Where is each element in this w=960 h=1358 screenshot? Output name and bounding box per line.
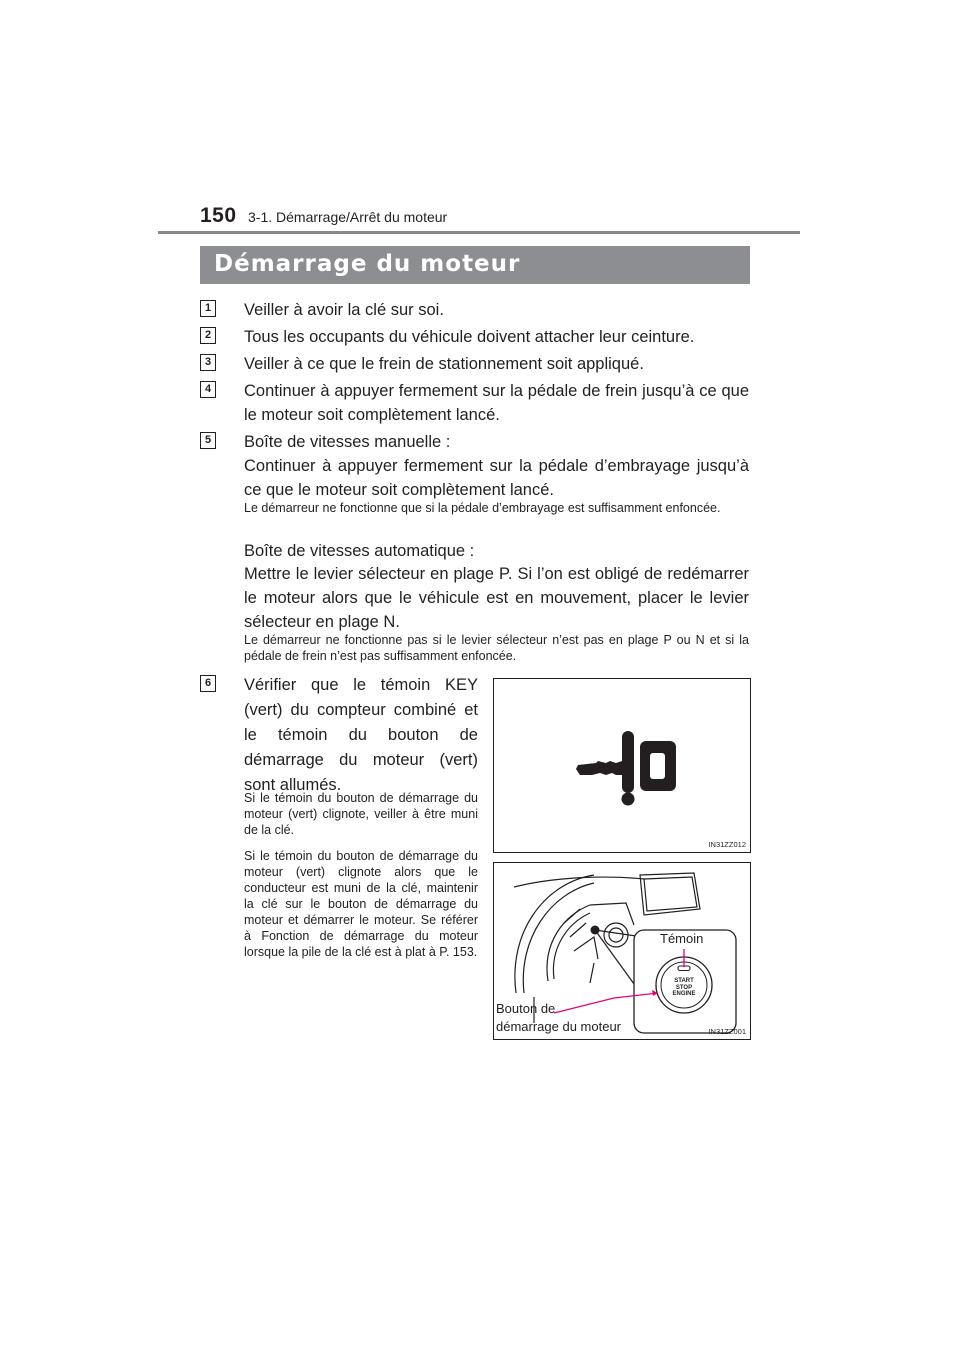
start-stop-button <box>661 978 707 998</box>
automatic-text: Mettre le levier sélecteur en plage P. Si l’on est obligé de redémarrer le moteur alors que le véhicule est en mouvement, placer le levier sélecteur en plage N. <box>244 565 749 631</box>
step-number-1: 1 <box>200 300 216 317</box>
indicator-label: Témoin <box>660 931 704 946</box>
manual-note: Le démarreur ne fonctionne que si la pédale d’embrayage est suffisamment enfoncée. <box>244 501 721 515</box>
section-breadcrumb: 3-1. Démarrage/Arrêt du moteur <box>248 209 448 225</box>
step-3-text: Veiller à ce que le frein de stationnement soit appliqué. <box>244 355 644 373</box>
flashing-note-2: Si le témoin du bouton de démarrage du moteur (vert) clignote alors que le conducteur est muni de la clé, maintenir la clé sur le bouton de démarrage du moteur et démarrer le moteur. Se référer à Fonction de démarrage du moteur lorsque la pile de la clé est à plat à P. 153. <box>244 849 478 959</box>
step-number-4: 4 <box>200 381 216 398</box>
header-divider <box>158 231 800 234</box>
step-5-heading: Boîte de vitesses manuelle : <box>244 433 451 451</box>
step-4-text: Continuer à appuyer fermement sur la pédale de frein jusqu’à ce que le moteur soit complètement lancé. <box>244 382 749 424</box>
stop-label: STOP <box>675 984 693 991</box>
automatic-note: Le démarreur ne fonctionne pas si le levier sélecteur n’est pas en plage P ou N et si la pédale de frein n’est pas suffisamment enfoncée. <box>244 633 749 663</box>
start-button-figure <box>493 862 751 1040</box>
page-number: 150 <box>200 204 237 227</box>
engine-label: ENGINE <box>672 991 696 997</box>
key-warning-icon <box>494 679 750 852</box>
step-number-6: 6 <box>200 675 216 692</box>
step-6-text: Vérifier que le témoin KEY (vert) du compteur combiné et le témoin du bouton de démarrage du moteur (vert) sont allumés. <box>244 676 478 794</box>
button-label-line2: démarrage du moteur <box>496 1019 622 1034</box>
button-label-line1: Bouton de <box>496 1001 556 1016</box>
step-number-5: 5 <box>200 432 216 449</box>
step-2-text: Tous les occupants du véhicule doivent attacher leur ceinture. <box>244 328 695 346</box>
figure-code-1: IN31ZZ012 <box>708 840 746 849</box>
key-indicator-figure <box>493 678 751 853</box>
figure-code-2: IN31ZZ001 <box>708 1027 746 1036</box>
step-5-text: Continuer à appuyer fermement sur la pédale d’embrayage jusqu’à ce que le moteur soit complètement lancé. <box>244 457 749 499</box>
flashing-note-1: Si le témoin du bouton de démarrage du moteur (vert) clignote, veiller à être muni de la clé. <box>244 791 478 837</box>
start-label: START <box>674 978 694 984</box>
section-title-bar <box>200 246 750 284</box>
automatic-heading: Boîte de vitesses automatique : <box>244 542 475 560</box>
page-title: Démarrage du moteur <box>214 251 521 277</box>
step-1-text: Veiller à avoir la clé sur soi. <box>244 301 444 319</box>
step-number-3: 3 <box>200 354 216 371</box>
step-number-2: 2 <box>200 327 216 344</box>
